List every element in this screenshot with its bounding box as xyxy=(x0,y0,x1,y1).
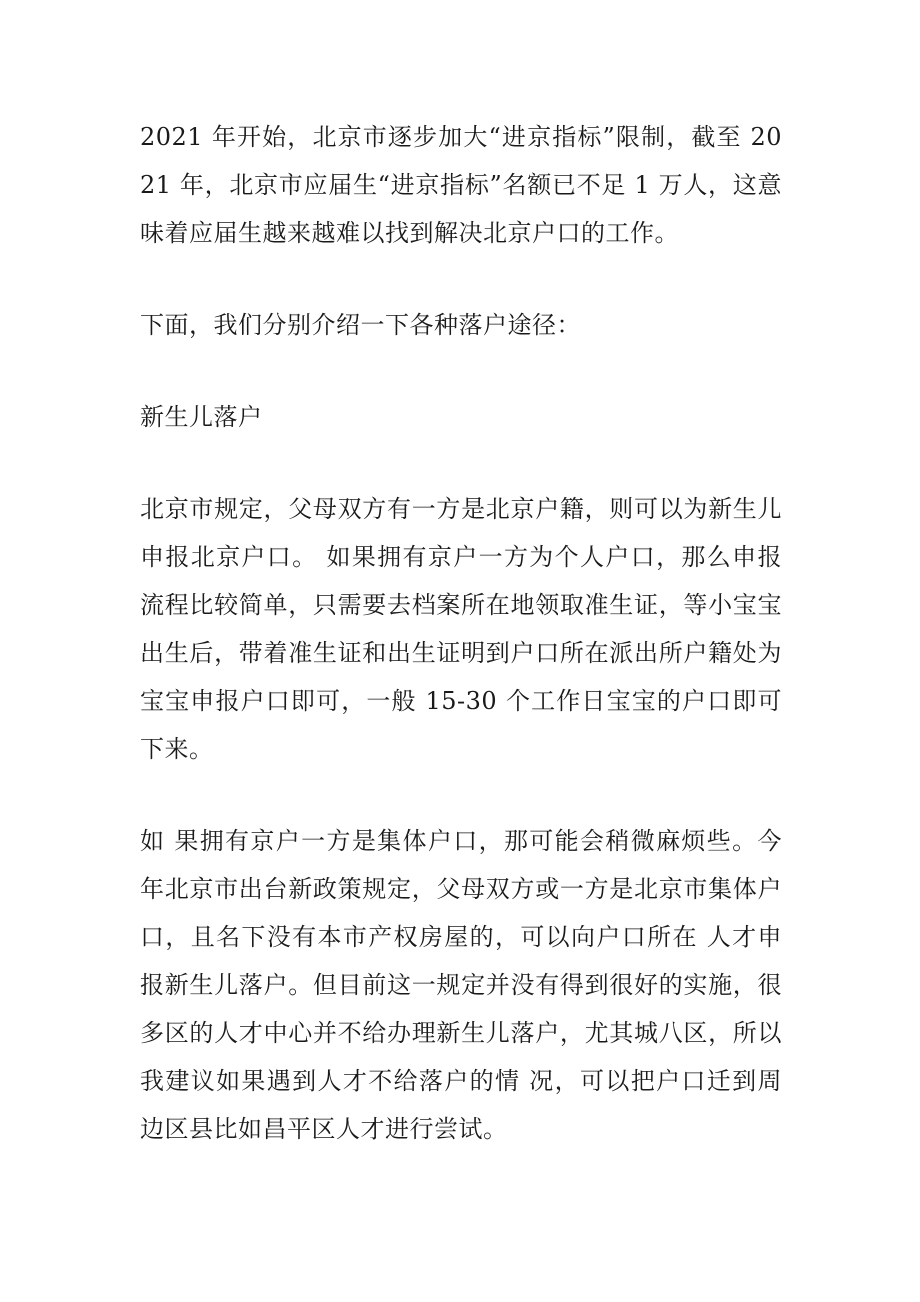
paragraph-intro: 2021 年开始，北京市逐步加大“进京指标”限制，截至 2021 年，北京市应届生“进京指标”名额已不足 1 万人，这意味着应届生越来越难以找到解决北京户口的工作。 xyxy=(140,123,782,247)
paragraph-newborn-collective: 如 果拥有京户一方是集体户口，那可能会稍微麻烦些。今年北京市出台新政策规定，父母双方或一方是北京市集体户口，且名下没有本市产权房屋的，可以向户口所在 人才申报新生儿落户。但目前这一规定并没有得到很好的实施，很多区的人才中心并不给办理新生儿落户，尤其城八区，所以我建议如果遇到人才不给落户的情 况，可以把户口迁到周边区县比如昌平区人才进行尝试。 xyxy=(140,827,782,1143)
paragraph-overview: 下面，我们分别介绍一下各种落户途径： xyxy=(140,311,581,339)
section-heading-newborn: 新生儿落户 xyxy=(140,403,263,431)
paragraph-newborn-individual: 北京市规定，父母双方有一方是北京户籍，则可以为新生儿申报北京户口。 如果拥有京户一方为个人户口，那么申报流程比较简单，只需要去档案所在地领取准生证，等小宝宝出生后，带着准生证和出生证明到户口所在派出所户籍处为宝宝申报户口即可，一般 15-30 个工作日宝宝的户口即可下来。 xyxy=(140,495,782,763)
document-body xyxy=(140,113,782,1197)
